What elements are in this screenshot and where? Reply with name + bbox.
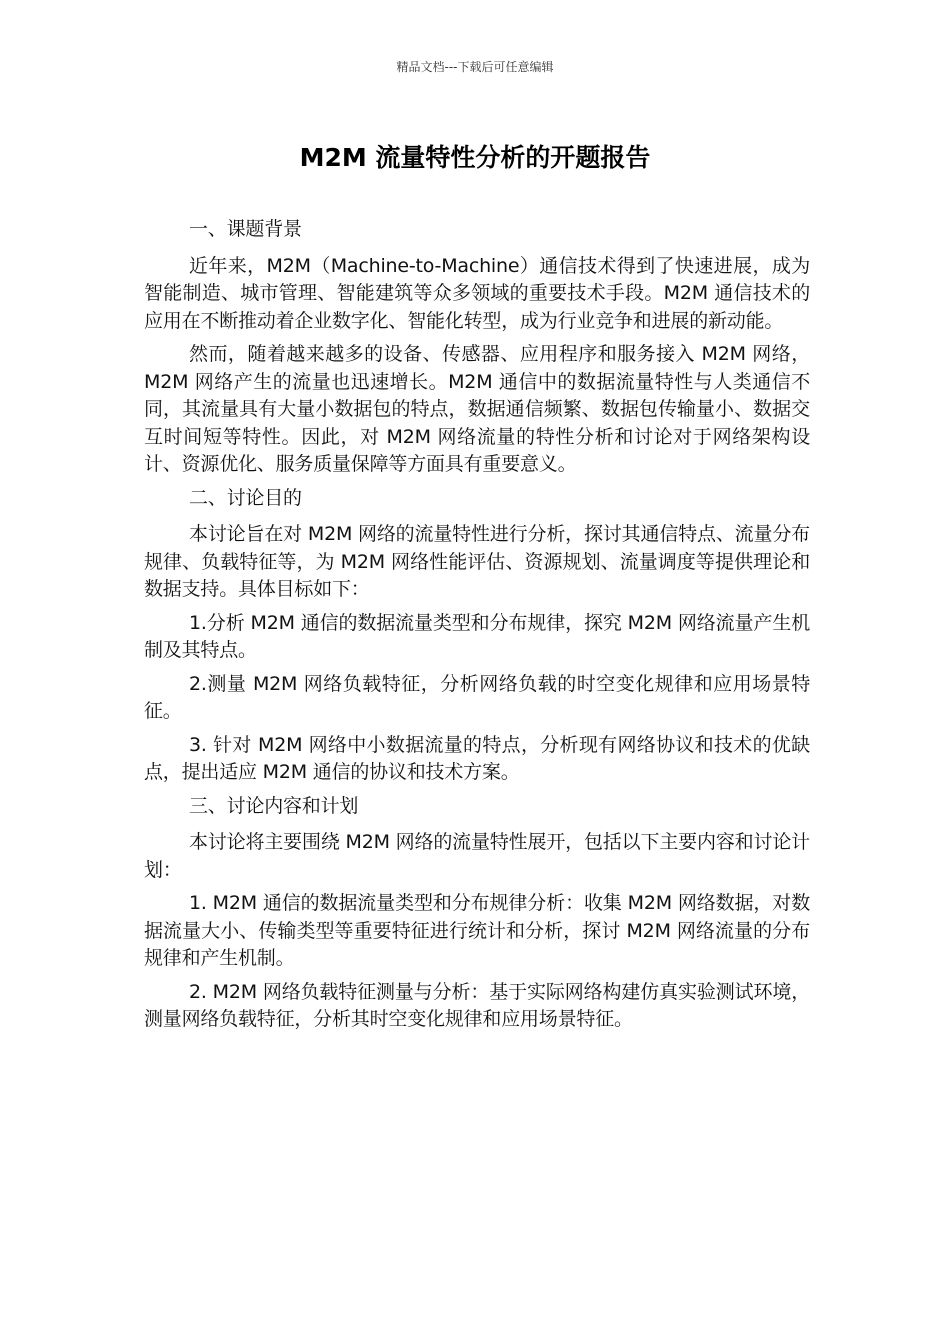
document-title: M2M 流量特性分析的开题报告 [299,143,651,172]
paragraph-plan-item-2: 2. M2M 网络负载特征测量与分析：基于实际网络构建仿真实验测试环境，测量网络负载特征，分析其时空变化规律和应用场景特征。 [144,980,810,1030]
section-heading-content-plan: 三、讨论内容和计划 [189,794,359,817]
section-heading-background: 一、课题背景 [189,218,302,240]
document-body [144,216,810,1040]
paragraph-plan-intro: 本讨论将主要围绕 M2M 网络的流量特性展开，包括以下主要内容和讨论计划： [144,831,810,881]
paragraph-purpose-item-2: 2.测量 M2M 网络负载特征，分析网络负载的时空变化规律和应用场景特征。 [144,672,810,722]
paragraph-background-1: 近年来，M2M（Machine-to-Machine）通信技术得到了快速进展，成为智能制造、城市管理、智能建筑等众多领域的重要技术手段。M2M 通信技术的应用在不断推动着企业数字化、智能化转型，成为行业竞争和进展的新动能。 [144,254,810,332]
section-heading-purpose: 二、讨论目的 [189,486,302,509]
paragraph-purpose-item-3: 3. 针对 M2M 网络中小数据流量的特点，分析现有网络协议和技术的优缺点，提出适应 M2M 通信的协议和技术方案。 [144,733,810,783]
paragraph-purpose-intro: 本讨论旨在对 M2M 网络的流量特性进行分析，探讨其通信特点、流量分布规律、负载特征等，为 M2M 网络性能评估、资源规划、流量调度等提供理论和数据支持。具体目标如下： [144,523,810,600]
paragraph-purpose-item-1: 1.分析 M2M 通信的数据流量类型和分布规律，探究 M2M 网络流量产生机制及其特点。 [144,611,810,661]
header-note: 精品文档---下载后可任意编辑 [396,60,554,74]
paragraph-background-2: 然而，随着越来越多的设备、传感器、应用程序和服务接入 M2M 网络，M2M 网络产生的流量也迅速增长。M2M 通信中的数据流量特性与人类通信不同，其流量具有大量小数据包的特点，数据通信频繁、数据包传输量小、数据交互时间短等特性。因此，对 M2M 网络流量的特性分析和讨论对于网络架构设计、资源优化、服务质量保障等方面具有重要意义。 [144,343,810,475]
paragraph-plan-item-1: 1. M2M 通信的数据流量类型和分布规律分析：收集 M2M 网络数据，对数据流量大小、传输类型等重要特征进行统计和分析，探讨 M2M 网络流量的分布规律和产生机制。 [144,892,810,969]
